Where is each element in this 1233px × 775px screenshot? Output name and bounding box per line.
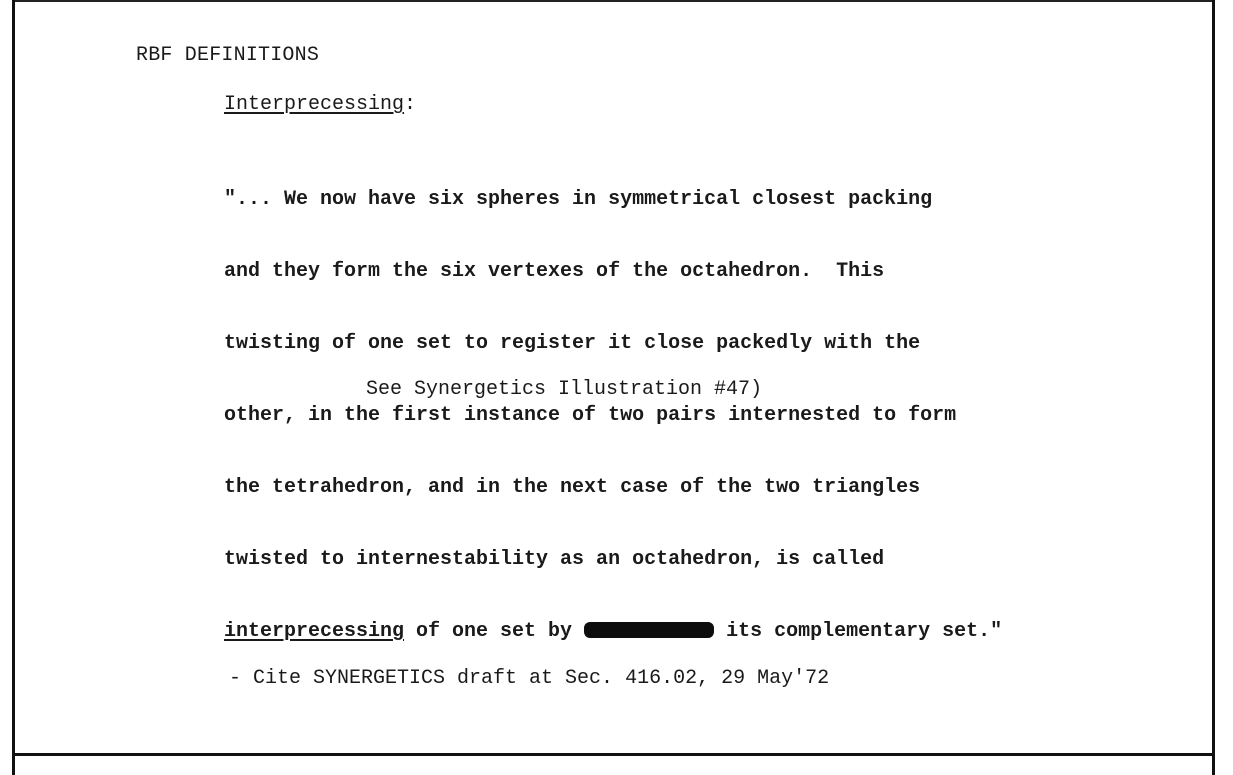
left-border-line [12, 0, 15, 775]
page-title: RBF DEFINITIONS [136, 44, 320, 67]
citation-line: - Cite SYNERGETICS draft at Sec. 416.02, 29 May'72 [229, 667, 830, 690]
quote-line: other, in the first instance of two pairs internested to form [224, 404, 957, 427]
definition-term-line [224, 93, 416, 116]
definition-quote [224, 140, 1002, 692]
bottom-border-line [12, 753, 1215, 756]
quote-line: "... We now have six spheres in symmetrical closest packing [224, 188, 933, 211]
quote-last-line-middle: of one set by [404, 620, 585, 643]
see-reference: See Synergetics Illustration #47) [366, 378, 763, 401]
redaction-mark [584, 622, 714, 638]
definition-term: Interprecessing [224, 93, 405, 116]
underlined-term: interprecessing [224, 620, 405, 643]
quote-line: and they form the six vertexes of the octahedron. This [224, 260, 885, 283]
quote-line: twisting of one set to register it close packedly with the [224, 332, 921, 355]
quote-line: the tetrahedron, and in the next case of the two triangles [224, 476, 921, 499]
quote-last-line-end: its complementary set." [714, 620, 1003, 643]
top-border-line [12, 0, 1215, 2]
quote-last-line [224, 620, 1002, 644]
definition-term-colon: : [404, 93, 417, 116]
quote-line: twisted to internestability as an octahedron, is called [224, 548, 885, 571]
right-border-line [1212, 0, 1215, 775]
